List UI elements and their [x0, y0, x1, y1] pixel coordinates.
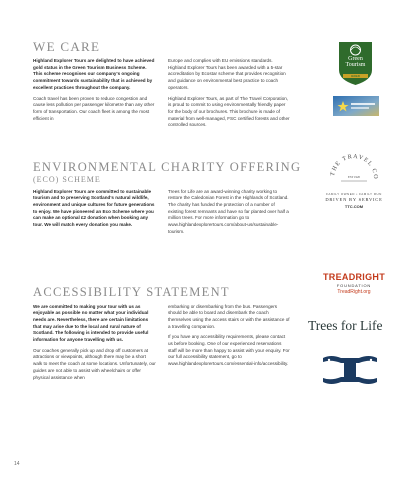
page-number: 14 [14, 461, 20, 467]
treadright-logo [319, 272, 389, 302]
we-care-paragraph: Highland Explorer Tours are delighted to have achieved gold status in the Green Tourism Business Scheme. This scheme recognises our company's ongoing commitment towards sustainability that is achieved by excellent practices throughout the company. [33, 58, 155, 90]
treadright-foundation: FOUNDATION [336, 283, 372, 288]
green-tourism-word-1: Green [348, 56, 363, 62]
accessibility-paragraph: We are committed to making your tour with us as enjoyable as possible no matter what your individual needs are. Nevertheless, there are certain limitations that may arise due to the local and rural nature of Scotland. The following is intended to provide useful information for anyone travelling with us. [33, 303, 149, 343]
treadright-wordmark: TREADRIGHT [323, 272, 385, 282]
travel-corp-ring-text: THE TRAVEL CO [330, 153, 379, 181]
we-care-paragraph: Coach travel has been proven to reduce congestion and cause less pollution per passenger kilometre than any other form of transportation. Our coach fleet is among the most efficient in [33, 95, 155, 121]
charity-heading: ENVIRONMENTAL CHARITY OFFERING [33, 160, 302, 174]
accessibility-paragraph: Our coaches generally pick up and drop off customers at attractions or viewpoints, although there may be a short walk to meet the coach at some locations. Unfortunately, our guides are not able to assist with wheelchairs or offer physical assistance when [33, 347, 156, 380]
travel-corporation-logo [323, 148, 385, 212]
travel-corp-tagline: FAMILY OWNED • FAMILY RUN [326, 192, 382, 196]
we-care-paragraph: Highland Explorer Tours, as part of The Travel Corporation, is proud to commit to using environmentally friendly paper for the body of our brochures. This brochure is made of material from well-managed, FSC certified forests and other controlled sources. [168, 95, 290, 128]
travel-corp-url: TTC.COM [344, 204, 364, 209]
we-care-section [33, 40, 291, 133]
charity-col-2 [168, 189, 291, 240]
charity-paragraph: Trees for Life are an award-winning charity working to restore the Caledonian Forest in the Highlands of Scotland. The charity has funded the protection of a number of existing forest remnants and have so far planted over half a million trees. For more information go to www.highlandexplorertours.com/about-us/sustainable-tourism. [168, 188, 289, 234]
green-tourism-word-2: Tourism [345, 62, 366, 68]
we-care-col-1 [33, 58, 156, 133]
ecostar-badge [333, 96, 379, 116]
trees-for-life-logo [308, 318, 388, 338]
travel-corp-est: EST 1920 [347, 175, 361, 179]
trees-for-life-wordmark: Trees for Life [308, 318, 383, 333]
accessibility-heading: ACCESSIBILITY STATEMENT [33, 285, 230, 299]
we-care-col-2 [168, 58, 291, 133]
travel-corporation-seal [323, 148, 385, 192]
accessibility-col-2 [168, 304, 291, 386]
green-tourism-logo [337, 40, 374, 86]
accessibility-paragraph: If you have any accessibility requirements, please contact us before booking. One of our experienced reservations staff will be more than happy to assist with your enquiry. For our full accessibility statement, go to www.highlandexplorertours.com/essential-info/accessibility. [168, 334, 290, 367]
emblem-logo [321, 352, 379, 388]
charity-col-1 [33, 189, 156, 240]
green-tourism-gold: GOLD [351, 74, 360, 78]
accessibility-paragraph: embarking or disembarking from the bus. Passengers should be able to board and disembark the coach themselves using the access stairs or with the assistance of a travelling companion. [168, 303, 290, 329]
travel-corp-driven: DRIVEN BY SERVICE [325, 197, 383, 202]
we-care-heading: WE CARE [33, 39, 101, 54]
charity-section [33, 161, 301, 239]
charity-subheading: (ECO) SCHEME [33, 174, 101, 184]
charity-paragraph: Highland Explorer Tours are committed to sustainable tourism and to preserving Scotland's natural wildlife, environment and unique cultures for future generations to enjoy. We have pioneered an Eco Scheme where you can make an optional £2 donation when booking any tour. We will match every donation you make. [33, 188, 155, 228]
accessibility-col-1 [33, 304, 156, 386]
treadright-url: TreadRight.org [337, 289, 371, 295]
we-care-paragraph: Europe and complies with EU emissions standards. Highland Explorer Tours has been awarded with a 5-star accreditation by Ecostar scheme that provides recognition and guidance on environmental best practice to coach operators. [168, 58, 286, 90]
accessibility-section [33, 286, 291, 385]
